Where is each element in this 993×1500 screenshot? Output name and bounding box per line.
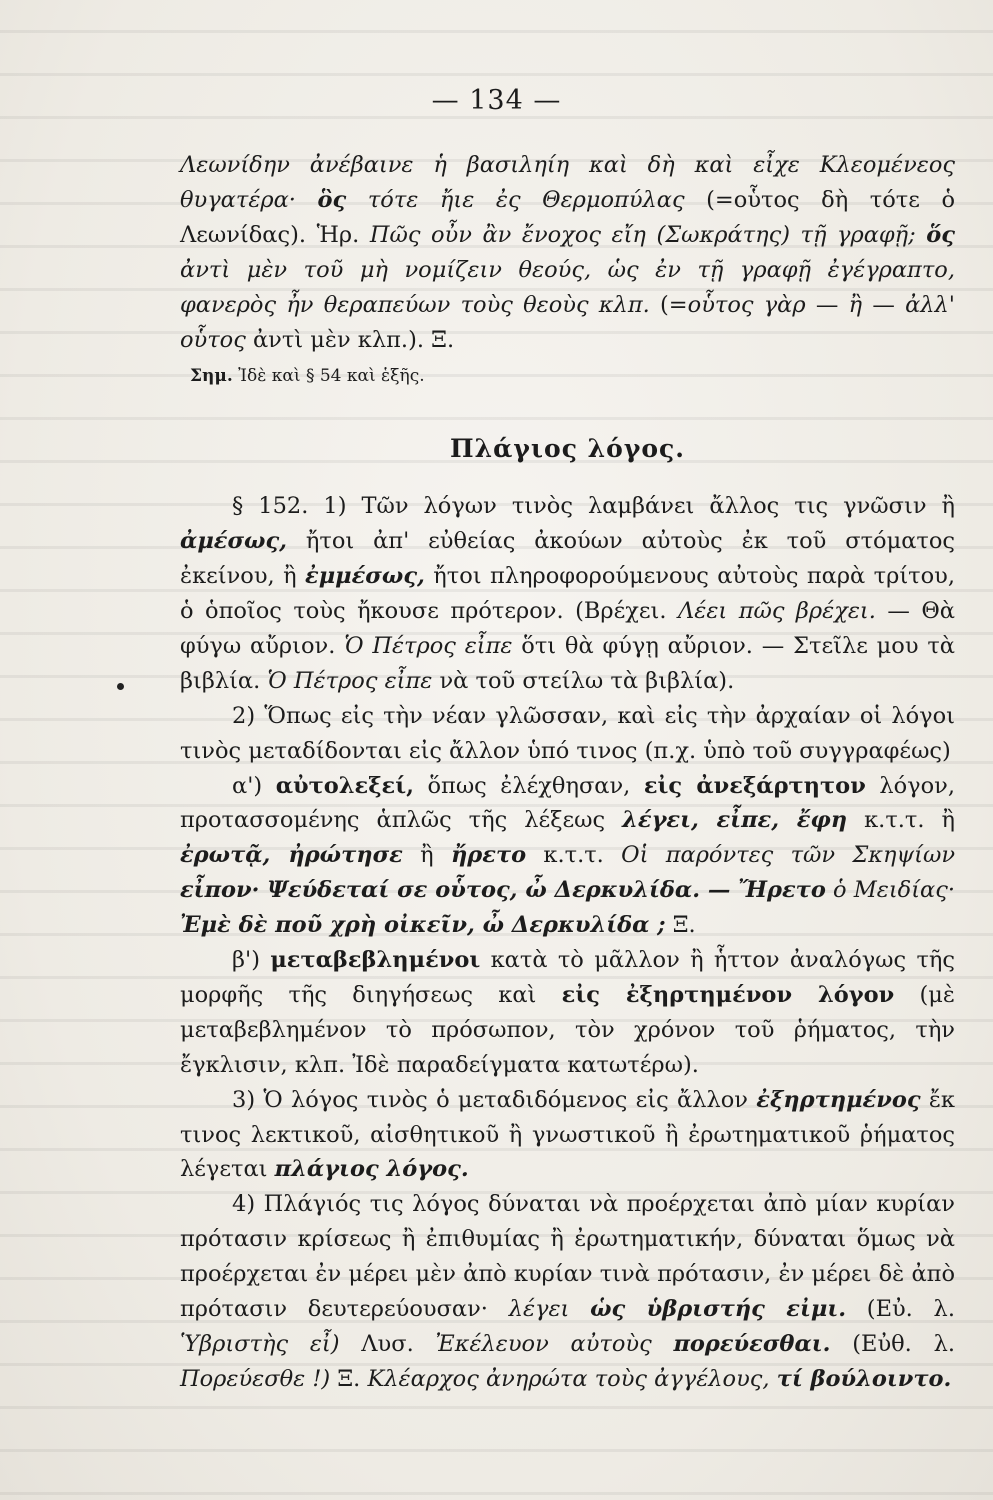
text-run: κατὰ τὸ μᾶλλον ἢ ἧττον ἀναλόγως τῆς μορφῆς τῆς διηγήσεως καὶ — [180, 947, 956, 1008]
text-run: ὁ Μειδίας· — [825, 877, 956, 904]
text-run: ἤτοι πληροφορούμενους αὐτοὺς παρὰ τρίτου, ὁ ὁποῖος τοὺς ἤκουσε πρότερον. (Βρέχει. — [180, 563, 955, 624]
text-run: λόγον, προτασσομένης ἁπλῶς τῆς λέξεως — [180, 772, 955, 834]
text-run: νὰ τοῦ στείλω τὰ βιβλία). — [432, 667, 735, 694]
text-run: (Εὐθ. λ. — [830, 1331, 955, 1357]
text-run: α') — [232, 772, 276, 799]
text-run: εἰς ἀνεξάρτητον — [643, 772, 866, 799]
text-run: ἀντὶ μὲν τοῦ μὴ νομίζειν θεούς, ὡς ἐν τῇ γραφῇ ἐγέγραπτο, φανερὸς ἦν θεραπεύων τοὺς θεοὺς κλπ. — [180, 256, 955, 318]
text-run: οὗτος γὰρ — [687, 291, 806, 318]
text-run: β') — [232, 947, 271, 974]
text-run: — Θὰ φύγω αὔριον. — [180, 597, 955, 659]
paragraph-152-4 — [180, 1187, 955, 1396]
text-run: 4) Πλάγιός τις λόγος δύναται νὰ προέρχεται ἀπὸ μίαν κυρίαν πρότασιν κρίσεως ἢ ἐπιθυμίας ἢ ἐρωτηματικήν, δύναται ὅμως νὰ προέρχεται ἐν μέρει μὲν ἀπὸ κυρίαν τινὰ πρότασιν, ἐν μέρει δὲ ἀπὸ πρότασιν δευτερεύουσαν· — [180, 1191, 955, 1323]
text-run: κ.τ.τ. ἢ — [847, 807, 956, 834]
text-run: τί βούλοιντο. — [776, 1365, 952, 1392]
text-run: Λέει πῶς βρέχει. — [678, 597, 876, 624]
text-run: Πορεύεσθε !) — [180, 1365, 331, 1392]
text-run: — — [805, 291, 849, 318]
paragraph-152-2a — [180, 769, 955, 944]
text-run: 3) Ὁ λόγος τινὸς ὁ μεταδιδόμενος εἰς ἄλλον — [232, 1086, 757, 1113]
text-run: Ξ. — [665, 912, 696, 939]
text-run: μεταβεβλημένοι — [270, 947, 481, 974]
text-run: ἢ — [848, 291, 863, 318]
text-run: ὃς — [317, 186, 347, 213]
text-run: § 152. 1) Τῶν λόγων τινὸς λαμβάνει ἄλλος τις γνῶσιν ἢ — [232, 493, 955, 520]
text-run: Σημ. — [190, 366, 233, 387]
text-run: τότε ἤιε ἐς Θερμοπύλας — [346, 186, 707, 213]
paragraph-152-3 — [180, 1083, 955, 1188]
text-run: ἔκ τινος λεκτικοῦ, αἰσθητικοῦ ἢ γνωστικοῦ ἢ ἐρωτηματικοῦ ῥήματος λέγεται — [180, 1086, 955, 1183]
text-run: Ἰδὲ καὶ § 54 καὶ ἑξῆς. — [232, 366, 425, 387]
page-number: — 134 — — [431, 85, 562, 116]
page-body — [180, 148, 955, 1397]
text-run: λέγει, εἶπε, ἔφη — [622, 807, 848, 834]
text-run: πορεύεσθαι. — [673, 1331, 831, 1357]
text-run: εἰς ἐξηρτημένον λόγον — [561, 981, 895, 1008]
text-run: ἐρωτᾷ, ἠρώτησε — [180, 842, 403, 869]
text-run: πλάγιος λόγος. — [274, 1156, 469, 1183]
text-run: ἀμέσως, — [180, 528, 288, 555]
text-run: (=οὗτος δὴ τότε ὁ Λεωνίδας). Ἡρ. — [180, 186, 956, 248]
text-run: ὅτι θὰ φύγῃ αὔριον. — Στεῖλε μου τὰ βιβλία. — [180, 632, 955, 694]
margin-dot — [117, 683, 124, 690]
note-reference — [180, 359, 955, 394]
text-run: Ὁ Πέτρος εἶπε — [344, 632, 513, 659]
text-run: Ἐμὲ δὲ ποῦ χρὴ οἰκεῖν, ὦ Δερκυλίδα ; — [180, 912, 666, 939]
text-run: Οἱ παρόντες τῶν Σκηψίων — [621, 842, 955, 869]
text-run: Ὑβριστὴς εἶ) — [180, 1331, 340, 1357]
text-run: Ξ. — [330, 1365, 368, 1392]
text-run: ἐμμέσως, — [305, 563, 425, 590]
text-run: ἤτοι ἀπ' εὐθείας ἀκούων αὐτοὺς ἐκ τοῦ στόματος ἐκείνου, ἢ — [180, 528, 955, 590]
text-run: ἀντὶ μὲν κλπ.). Ξ. — [245, 326, 455, 353]
text-run: αὐτολεξεί, — [275, 772, 414, 799]
text-run: εἶπον· Ψεύδεταί σε οὗτος, ὦ Δερκυλίδα. — Ἤρετο — [180, 877, 826, 904]
text-run: Ἐκέλευον αὐτοὺς — [435, 1331, 674, 1357]
text-run: Ὁ Πέτρος εἶπε — [267, 667, 433, 694]
text-run: Λυσ. — [339, 1331, 436, 1357]
section-heading: Πλάγιος λόγος. — [450, 434, 685, 464]
text-run: κ.τ.τ. — [526, 842, 622, 869]
text-run: 2) Ὅπως εἰς τὴν νέαν γλῶσσαν, καὶ εἰς τὴν ἀρχαίαν οἱ λόγοι τινὸς μεταδίδονται εἰς ἄλλον ὑπό τινος (π.χ. ὑπὸ τοῦ συγγραφέως) — [180, 702, 955, 764]
text-run: λέγει — [508, 1296, 591, 1323]
paragraph-152-1 — [180, 489, 955, 698]
text-run: (Εὐ. λ. — [846, 1296, 955, 1323]
text-run: ἢ — [402, 842, 451, 869]
text-run: ἤρετο — [450, 842, 527, 869]
text-run: ὡς ὑβριστής εἰμι. — [590, 1296, 847, 1323]
text-run: ὅς — [926, 221, 955, 248]
paragraph-152-2b — [180, 943, 955, 1083]
text-run: Πῶς οὖν ἂν ἔνοχος εἴη (Σωκράτης) τῇ γραφῇ; — [369, 221, 927, 248]
text-run: — — [862, 291, 906, 318]
text-run: ὅπως ἐλέχθησαν, — [413, 772, 644, 799]
paragraph-152-2 — [180, 699, 955, 769]
text-run: (μὲ μεταβεβλημένον τὸ πρόσωπον, τὸν χρόνον τοῦ ῥήματος, τὴν ἔγκλισιν, κλπ. Ἰδὲ παραδείγματα κατωτέρω). — [180, 981, 955, 1078]
text-run: Λεωνίδην ἀνέβαινε ἡ βασιληίη καὶ δὴ καὶ εἶχε Κλεομένεος θυγατέρα· — [180, 152, 955, 213]
text-run: Κλέαρχος ἀνηρώτα τοὺς ἀγγέλους, — [367, 1365, 777, 1392]
text-run: ἀλλ' οὗτος — [180, 291, 955, 353]
text-run: (= — [660, 291, 688, 318]
paragraph-herodotus-continuation — [180, 148, 955, 357]
text-run: ἐξηρτημένος — [756, 1086, 921, 1113]
